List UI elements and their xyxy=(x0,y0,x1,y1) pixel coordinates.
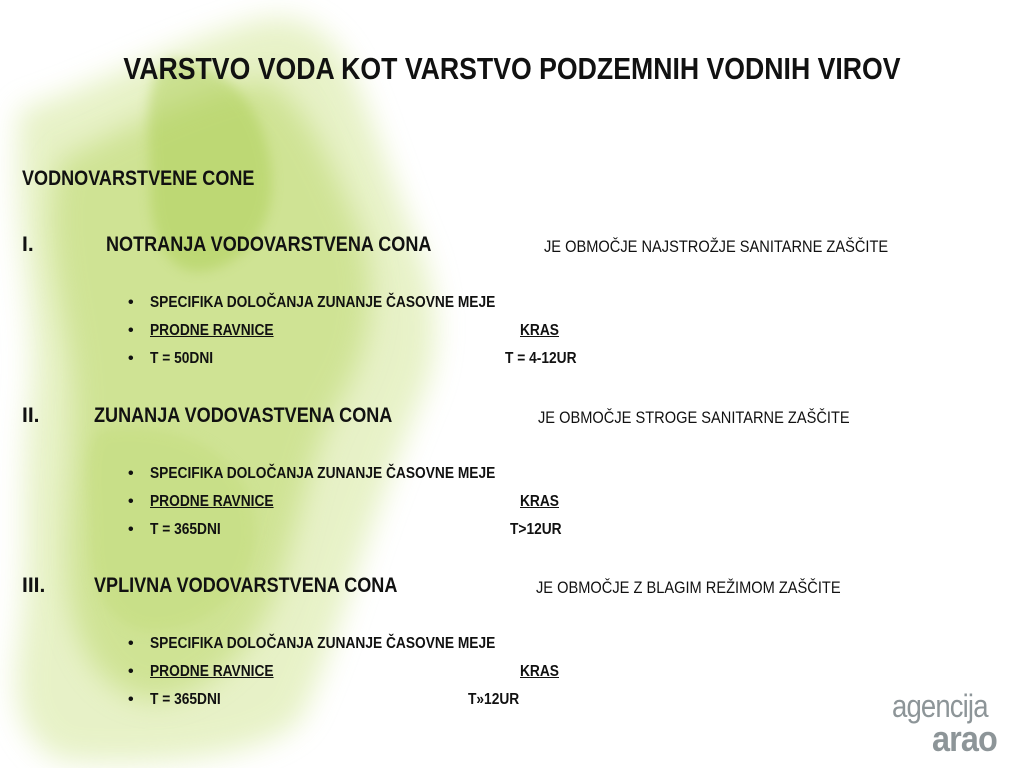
logo-line-2: arao xyxy=(932,718,997,759)
section-1-bullet-2-right: KRAS xyxy=(520,322,559,339)
bullet-marker: • xyxy=(128,521,134,538)
section-3-bullet-3-right: T»12UR xyxy=(468,691,520,708)
bullet-marker: • xyxy=(128,294,134,311)
bullet-marker: • xyxy=(128,350,134,367)
section-3-bullet-2-left: PRODNE RAVNICE xyxy=(150,663,274,680)
section-2-description: JE OBMOČJE STROGE SANITARNE ZAŠČITE xyxy=(538,408,850,427)
section-1-description: JE OBMOČJE NAJSTROŽJE SANITARNE ZAŠČITE xyxy=(544,237,889,256)
section-heading: VODNOVARSTVENE CONE xyxy=(22,167,255,190)
section-1-numeral: I. xyxy=(22,233,34,256)
section-1-name: NOTRANJA VODOVARSTVENA CONA xyxy=(106,233,432,256)
section-1-bullet-2-left: PRODNE RAVNICE xyxy=(150,322,274,339)
section-2-numeral: II. xyxy=(22,404,40,427)
agencija-arao-logo xyxy=(892,688,1012,759)
section-3-name: VPLIVNA VODOVARSTVENA CONA xyxy=(94,574,398,597)
section-2-bullet-1: SPECIFIKA DOLOČANJA ZUNANJE ČASOVNE MEJE xyxy=(150,465,496,482)
section-3-bullet-3-left: T = 365DNI xyxy=(150,691,221,708)
logo-line-1: agencija xyxy=(892,688,988,724)
bullet-marker: • xyxy=(128,635,134,652)
section-3-bullet-1: SPECIFIKA DOLOČANJA ZUNANJE ČASOVNE MEJE xyxy=(150,635,496,652)
section-2-name: ZUNANJA VODOVASTVENA CONA xyxy=(94,404,393,427)
bullet-marker: • xyxy=(128,493,134,510)
section-3-bullet-2-right: KRAS xyxy=(520,663,559,680)
section-2-bullet-2-right: KRAS xyxy=(520,493,559,510)
section-2-bullet-2-left: PRODNE RAVNICE xyxy=(150,493,274,510)
section-3-numeral: III. xyxy=(22,574,46,597)
section-1-bullet-1: SPECIFIKA DOLOČANJA ZUNANJE ČASOVNE MEJE xyxy=(150,294,496,311)
slide-title: VARSTVO VODA KOT VARSTVO PODZEMNIH VODNIH VIROV xyxy=(123,51,901,86)
section-3-description: JE OBMOČJE Z BLAGIM REŽIMOM ZAŠČITE xyxy=(536,578,841,597)
bullet-marker: • xyxy=(128,322,134,339)
section-2-bullet-3-right: T>12UR xyxy=(510,521,562,538)
section-1-bullet-3-right: T = 4-12UR xyxy=(505,350,577,367)
bullet-marker: • xyxy=(128,691,134,708)
section-1-bullet-3-left: T = 50DNI xyxy=(150,350,214,367)
bullet-marker: • xyxy=(128,663,134,680)
section-2-bullet-3-left: T = 365DNI xyxy=(150,521,221,538)
bullet-marker: • xyxy=(128,465,134,482)
